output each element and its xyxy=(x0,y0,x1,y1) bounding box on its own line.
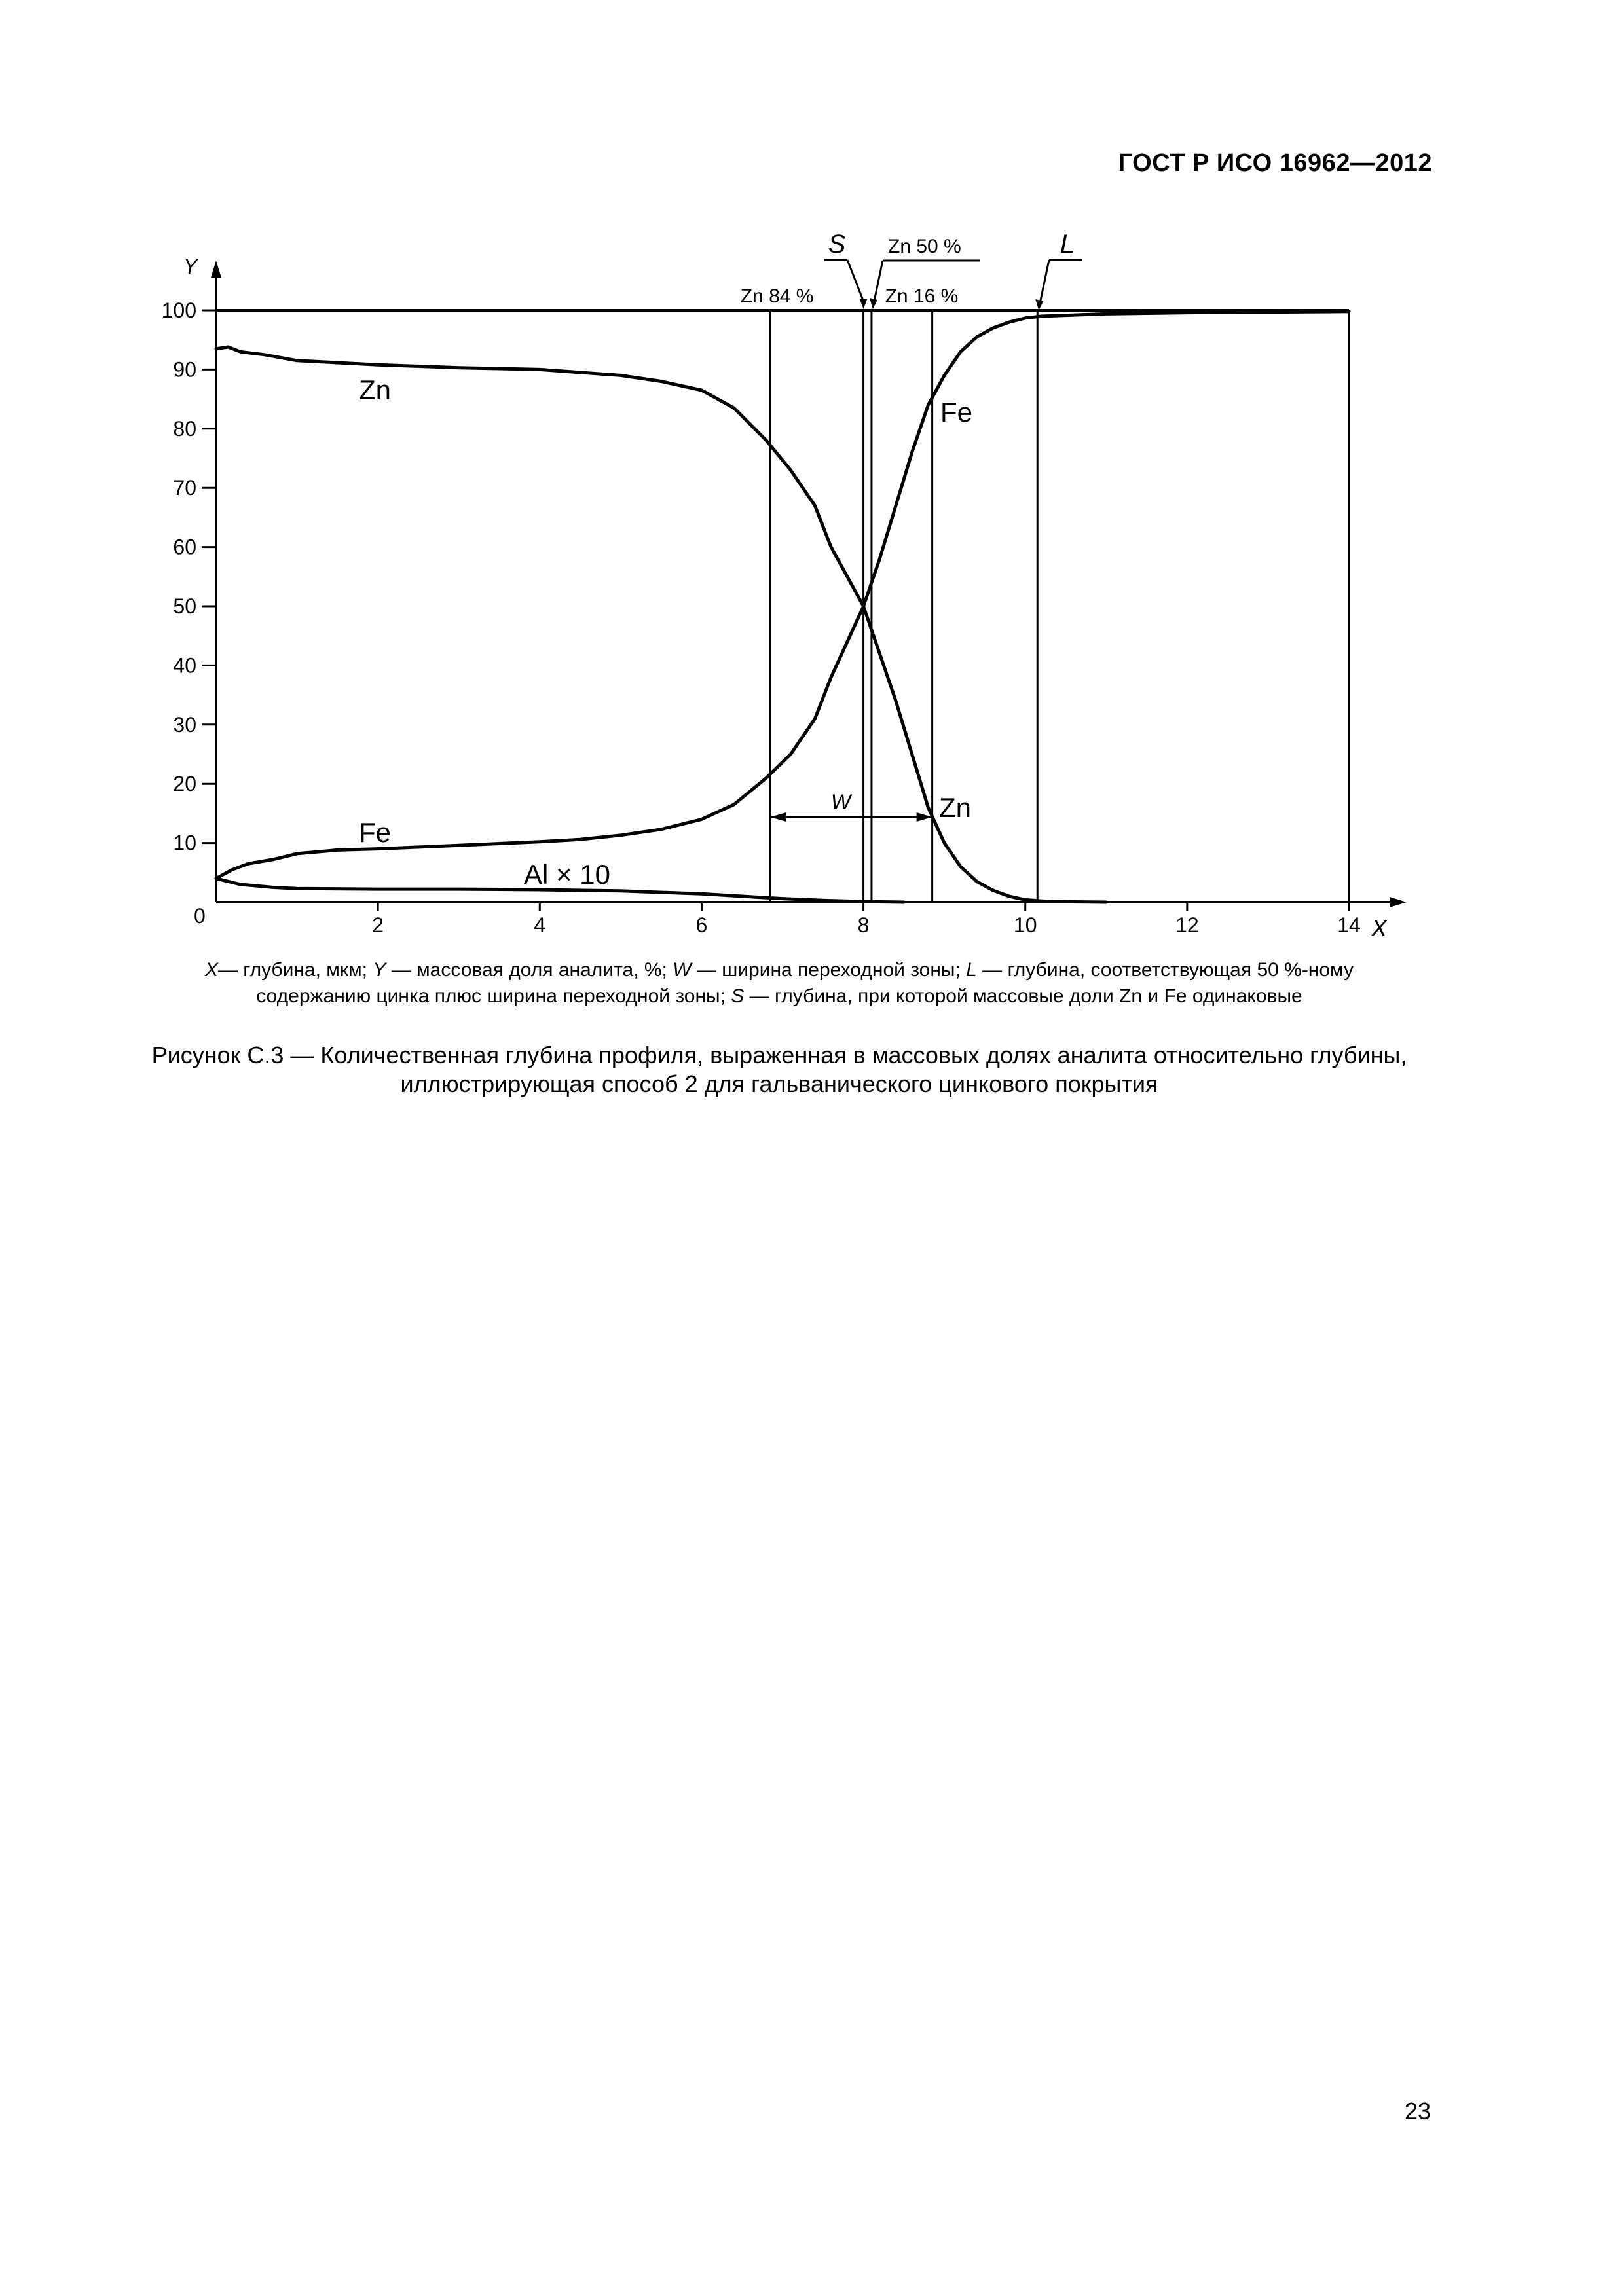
document-header: ГОСТ Р ИСО 16962—2012 xyxy=(1118,149,1432,177)
y-tick-label: 70 xyxy=(173,476,196,500)
figure-caption xyxy=(98,1041,1460,1099)
y-tick-label: 60 xyxy=(173,535,196,559)
chart-annotations xyxy=(359,230,1082,890)
legend-line-1 xyxy=(111,957,1447,983)
y-tick-label: 50 xyxy=(173,594,196,618)
caption-line-1: Рисунок С.3 — Количественная глубина профиля, выраженная в массовых долях аналита относительно глубины, xyxy=(151,1042,1407,1068)
legend-w-symbol: W xyxy=(673,959,692,981)
legend-w-text: — ширина переходной зоны; xyxy=(696,959,961,981)
y-axis-arrow xyxy=(211,261,221,278)
legend-x-text: — глубина, мкм; xyxy=(217,959,368,981)
legend-line2-text: содержанию цинка плюс ширина переходной зоны; xyxy=(256,985,726,1007)
legend-s-symbol: S xyxy=(731,985,745,1007)
series-label-zn-upper: Zn xyxy=(359,374,392,405)
annotation-s-arrowhead xyxy=(860,299,868,309)
annotation-w-arrowhead-left xyxy=(770,812,786,822)
series-label-fe-upper: Fe xyxy=(940,397,973,428)
legend-x-symbol: X xyxy=(204,959,218,981)
series-label-al: Al × 10 xyxy=(524,859,610,890)
x-tick-label: 2 xyxy=(372,913,384,937)
annotation-w-label: W xyxy=(830,790,851,814)
y-tick-label: 100 xyxy=(161,299,196,322)
legend-s-text: — глубина, при которой массовые доли Zn и Fe одинаковые xyxy=(749,985,1302,1007)
y-tick-label: 30 xyxy=(173,712,196,737)
series-label-zn-lower: Zn xyxy=(939,792,972,823)
y-tick-label: 80 xyxy=(173,416,196,441)
marker-label-zn16: Zn 16 % xyxy=(885,285,959,307)
x-tick-label: 6 xyxy=(695,913,708,937)
annotation-l-arrowhead xyxy=(1035,299,1043,310)
annotation-s-label: S xyxy=(828,230,846,259)
legend-line-2 xyxy=(111,983,1447,1010)
legend-l-text: — глубина, соответствующая 50 %-ному xyxy=(982,959,1354,981)
y-tick-label: 20 xyxy=(173,772,196,796)
series-line-zn xyxy=(216,347,1106,902)
annotation-l-leader xyxy=(1040,260,1049,302)
legend-y-symbol: Y xyxy=(373,959,386,981)
annotation-zn50-leader xyxy=(874,261,883,301)
y-tick-label: 10 xyxy=(173,831,196,855)
legend-l-symbol: L xyxy=(966,959,977,981)
marker-label-zn84: Zn 84 % xyxy=(740,285,814,307)
depth-profile-chart xyxy=(0,0,1624,956)
chart-axes xyxy=(162,255,1407,941)
origin-label: 0 xyxy=(194,904,206,928)
annotation-s-leader xyxy=(847,260,864,301)
legend-y-text: — массовая доля аналита, %; xyxy=(391,959,667,981)
x-tick-label: 8 xyxy=(857,913,870,937)
x-axis-label: X xyxy=(1371,915,1388,941)
caption-line-2: иллюстрирующая способ 2 для гальванического цинкового покрытия xyxy=(400,1070,1158,1097)
x-tick-label: 10 xyxy=(1013,913,1037,937)
page-number: 23 xyxy=(1404,2098,1431,2124)
x-tick-label: 4 xyxy=(534,913,546,937)
x-tick-label: 14 xyxy=(1337,913,1361,937)
annotation-zn50-arrowhead xyxy=(870,298,877,309)
annotation-zn50-label: Zn 50 % xyxy=(888,236,961,257)
x-tick-label: 12 xyxy=(1175,913,1199,937)
chart-marker-lines xyxy=(770,310,1037,902)
y-axis-label: Y xyxy=(183,255,198,278)
y-tick-label: 90 xyxy=(173,357,196,382)
x-axis-arrow xyxy=(1390,897,1407,907)
annotation-l-label: L xyxy=(1060,230,1075,259)
figure-legend xyxy=(111,957,1447,1010)
y-tick-label: 40 xyxy=(173,653,196,678)
series-label-fe-lower: Fe xyxy=(359,817,392,848)
